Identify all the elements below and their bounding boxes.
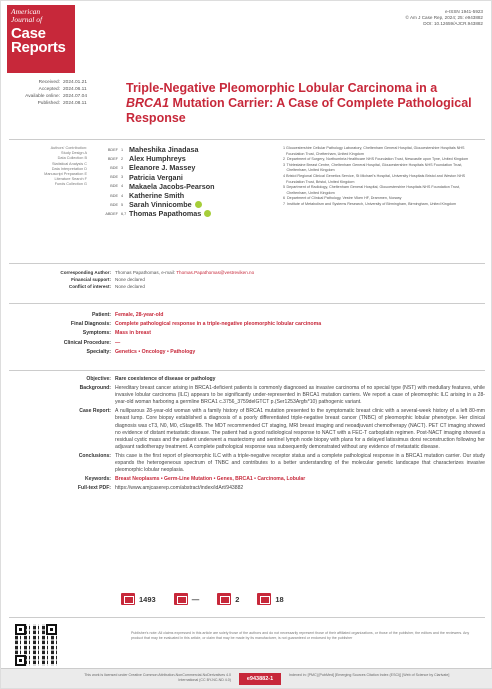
objective-label: Objective: [86,376,111,382]
author-role: BDE [110,202,118,207]
corr-value: None declared [115,277,145,282]
metric-value: — [191,594,200,604]
contribution-item: Statistical Analysis C [51,161,87,166]
author-row [93,173,273,182]
title-part-1: Triple-Negative Pleomorphic Lobular Carcinoma in a [126,81,438,95]
author-affil-ref: 2 [121,156,124,161]
abstract [9,376,485,494]
affiliation-text: Bristol Regional Clinical Genetics Service, St Michael's Hospital, University Hospitals Bristol and Weston NHS Foundation Trust, Bristol, United Kingdom [286,173,466,184]
page-footer [1,668,492,688]
contribution-item: Study Design A [61,151,87,156]
affiliation-number: 1 [283,146,286,150]
logo-line-reports: Reports [11,39,66,56]
patient-value: Female, 28-year-old [115,312,164,318]
figure-icon [217,593,231,605]
case-report-label: Case Report: [79,408,111,415]
affiliation-number: 2 [283,157,286,162]
divider [9,139,485,140]
author-role: BDE [110,175,118,180]
indexing-text: Indexed in: [PMC] [PubMed] [Emerging Sources Citation Index (ESCI)] [Web of Science by Clarivate] [289,673,450,677]
author-name: Katherine Smith [129,191,185,201]
word-count-icon [121,593,135,605]
metric-value: 18 [275,594,284,604]
keywords-text[interactable]: Breast Neoplasms • Germ-Line Mutation • Genes, BRCA1 • Carcinoma, Lobular [115,476,306,483]
date-label: Available online: [25,94,60,99]
author-name: Eleanore J. Massey [129,163,196,173]
author-contribution-legend [9,146,87,188]
author-role: BDE [110,184,118,189]
corr-value: Thomas Papathomas, e-mail: [115,270,177,275]
author-row [93,209,273,218]
specialty-value: Genetics • Oncology • Pathology [115,348,196,355]
issn-line: e-ISSN 1941-5923 [444,9,483,14]
background-text: Hereditary breast cancer arising in BRCA1-deficient patients is commonly diagnosed as invasive carcinoma of no special type (NST) with medullary features, while invasive lobular carcinoma (ILC) appears to be significantly under-represented in BRCA1 mutation carriers. We report a case of pleomorphic ILC arising in a 28-year-old woman harboring a germline BRCA1 c.3756_3759delGTCT p.(Ser1253Argfs*10) pathogenic variant. [115,385,485,406]
author-row [93,200,273,209]
patient-label: Patient: [91,312,111,318]
author-affil-ref: 6,7 [121,211,127,216]
objective-text: Rare coexistence of disease or pathology [115,376,216,382]
procedure-value: — [115,339,121,346]
issn-block [406,9,483,28]
author-affil-ref: 3 [121,175,124,180]
affiliation-text: Department of Surgery, Northumbria Healthcare NHS Foundation Trust, Newcastle upon Tyne, United Kingdom [287,157,469,162]
divider [9,263,485,264]
author-role: BDEF [107,147,118,152]
author-affil-ref: 3 [121,165,124,170]
logo-line-american: American [11,7,41,16]
affiliation-number: 7 [283,201,286,206]
author-name: Patricia Vergani [129,172,183,182]
diagnosis-label: Final Diagnosis: [70,321,111,328]
affiliation-text: Thirlestaine Breast Centre, Cheltenham General Hospital, Gloucestershire Hospitals NHS Foundation Trust, Cheltenham, United Kingdom [286,162,463,173]
corr-label: Conflict of interest: [68,284,111,289]
divider [9,303,485,304]
divider [9,617,485,618]
qr-finder [46,624,57,635]
doi-line[interactable]: DOI: 10.12659/AJCR.943882 [423,21,483,27]
affiliation-list [283,146,481,208]
author-role: BDE [110,165,118,170]
author-role: ABDEF [105,211,118,216]
author-name: Thomas Papathomas [129,209,202,219]
keywords-label: Keywords: [84,476,111,483]
title-gene: BRCA1 [126,96,170,110]
article-title [126,81,476,126]
date-value: 2024.06.11 [63,87,87,92]
date-value: 2024.07.04 [63,94,88,99]
qr-finder [15,655,26,666]
metric-words [121,593,156,605]
diagnosis-value: Complete pathological response in a triple-negative pleomorphic lobular carcinoma [115,321,322,328]
conclusions-text: This case is the first report of pleomorphic ILC with a triple-negative receptor status and a complete pathological response in a BRCA1 mutation carrier. Our study expands the heterogeneous spectrum of TNBC and contributes to a better understanding of the molecular genetic landscape that characterizes invasive pleomorphic lobular neoplasia. [115,452,485,474]
author-name: Sarah Vinnicombe [129,200,192,210]
metric-references [257,593,283,605]
affiliation-text: Department of Radiology, Cheltenham General Hospital, Gloucestershire Hospitals NHS Foundation Trust, Cheltenham, United Kingdom [286,185,461,195]
affiliation-number: 4 [283,173,286,178]
date-value: 2024.01.21 [63,80,88,85]
reference-icon [257,593,271,605]
affiliation-item [283,163,481,174]
table-icon [174,593,188,605]
author-name: Maheshika Jinadasa [129,145,199,155]
specialty-label: Specialty: [86,348,111,355]
orcid-icon[interactable] [204,210,211,217]
procedure-label: Clinical Procedure: [63,339,111,346]
metric-value: 2 [235,594,240,604]
article-id-badge: e943882-1 [239,673,281,685]
affiliation-text: Institute of Metabolism and Systems Research, University of Birmingham, Birmingham, United Kingdom [287,201,457,206]
qr-finder [15,624,26,635]
affiliation-number: 3 [283,162,286,167]
author-row [93,154,273,163]
author-row [93,191,273,200]
symptoms-value: Mass in breast [115,330,152,337]
author-affil-ref: 4 [121,193,124,198]
contribution-item: Funds Collection G [54,182,87,187]
background-label: Background: [79,385,111,392]
correspondence-block [9,269,485,290]
publisher-note: Publisher's note: All claims expressed in this article are solely those of the authors and do not necessarily represent those of their affiliated organizations, or those of the publisher, the editors and the reviewers. Any product that may be evaluated in this article, or claim that may be made by its manufacturer, is not guaranteed or endorsed by the publisher [131,631,470,641]
affiliation-item [283,185,481,196]
copyright-line: © Am J Case Rep, 2024; 25: e943882 [405,15,483,21]
title-part-2: Mutation Carrier: A Case of Complete Pathological Response [126,96,472,125]
author-role: BDEF [107,156,118,161]
qr-code-icon[interactable] [15,624,57,666]
author-affil-ref: 5 [121,202,124,207]
patient-summary [9,311,485,357]
logo-line-case: Case [11,25,46,42]
affiliation-item [283,146,481,157]
license-text[interactable]: This work is licensed under Creative Common Attribution-NonCommercial-NoDerivatives 4.0 International (CC BY-NC-ND 4.0) [84,673,231,682]
divider [9,370,485,371]
corr-email-link[interactable]: Thomas.Papathomas@vestreviken.no [176,270,255,275]
date-label: Published: [37,101,60,106]
conclusions-label: Conclusions: [78,452,111,459]
article-metrics [121,593,302,605]
author-list [93,145,273,219]
metric-figures [217,593,239,605]
author-affil-ref: 1 [121,147,124,152]
corr-value: None declared [115,284,145,289]
fulltext-link[interactable]: https://www.amjcaserep.com/abstract/index/idArt/943882 [115,485,244,492]
author-affil-ref: 4 [121,184,124,189]
logo-line-journal-of: Journal of [11,15,43,24]
metric-tables [174,593,200,605]
author-row [93,163,273,172]
contribution-item: Authors' Contribution: [50,146,87,150]
contribution-item: Data Collection B [57,156,87,161]
corr-label: Corresponding Author: [60,270,111,275]
date-label: Received: [38,80,60,85]
contribution-item: Literature Search F [54,177,87,182]
affiliation-text: Department of Clinical Pathology, Vestre Viken HF, Drammen, Norway [287,196,402,201]
author-row [93,145,273,154]
affiliation-number: 5 [283,185,286,190]
date-label: Accepted: [38,87,60,92]
affiliation-number: 6 [283,196,286,201]
affiliation-text: Gloucestershire Cellular Pathology Laboratory, Cheltenham General Hospital, Gloucestershire Hospitals NHS Foundation Trust, Cheltenham, United Kingdom [286,146,465,156]
contribution-item: Data Interpretation D [51,166,87,171]
author-name: Alex Humphreys [129,154,186,164]
affiliation-item [283,174,481,185]
article-dates [9,79,121,107]
author-role: BDE [110,193,118,198]
symptoms-label: Symptoms: [82,330,111,337]
fulltext-label: Full-text PDF: [77,485,111,492]
case-report-text: A nulliparous 28-year-old woman with a family history of BRCA1 mutation presented to the symptomatic breast clinic with a several-week history of a left 80-mm breast lump. Core biopsy established a diagnosis of a poorly differentiated triple-negative breast cancer (TNBC) of pleomorphic lobular phenotype. Her clinical diagnosis was cT3, N0, M0, cStageIIB. The MDT recommended CT staging, MRI breast imaging and neoadjuvant chemotherapy (NACT). PET CT imaging showed no evidence of distant metastatic disease. The patient had a good radiological response to NACT with a FEC-T carboplatin regimen. Post-NACT imaging showed a residual cystic mass and the patient underwent a mastectomy and sentinel lymph node biopsy with plans for a delayed latissimus dorsi reconstruction following her adjuvant radiotherapy treatment. A complete pathological response was subsequently demonstrated without any evidence of metastatic disease. [115,408,485,450]
affiliation-item [283,202,481,208]
corr-label: Financial support: [71,277,111,282]
orcid-icon[interactable] [195,201,202,208]
metric-value: 1493 [139,594,156,604]
date-value: 2024.08.11 [63,101,87,106]
journal-logo [7,5,75,73]
contribution-item: Manuscript Preparation E [44,172,87,177]
author-row [93,182,273,191]
author-name: Makaela Jacobs-Pearson [129,181,215,191]
